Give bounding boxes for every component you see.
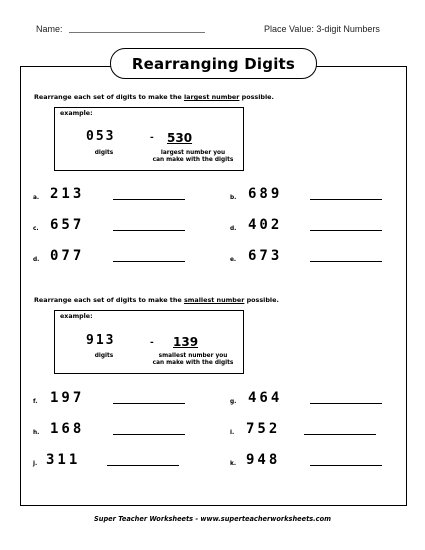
problem-letter: i. (230, 430, 235, 436)
problem-digits: 657 (50, 217, 85, 233)
answer-line[interactable] (310, 199, 382, 200)
answer-caption-line2: can make with the digits (152, 360, 234, 366)
answer-line[interactable] (113, 261, 185, 262)
instruction-text-end: possible. (239, 93, 274, 101)
answer-line[interactable] (113, 434, 185, 435)
answer-line[interactable] (113, 230, 185, 231)
problem-letter: j. (33, 461, 38, 467)
answer-line[interactable] (310, 465, 382, 466)
problem-letter: f. (33, 399, 38, 405)
problem-letter: e. (230, 257, 237, 263)
title-banner (110, 48, 317, 79)
topic-label: Place Value: 3-digit Numbers (264, 24, 380, 34)
problem-letter: d. (33, 257, 40, 263)
example-digits-caption: digits (94, 150, 114, 156)
problem-digits: 077 (50, 248, 85, 264)
problem-letter: d. (230, 226, 237, 232)
problem-letter: h. (33, 430, 40, 436)
problem-digits: 402 (248, 217, 283, 233)
footer-credit: Super Teacher Worksheets - www.superteacherworksheets.com (94, 515, 331, 523)
page-title: Rearranging Digits (131, 54, 296, 73)
problem-digits: 464 (248, 390, 283, 406)
example-label: example: (60, 110, 93, 117)
problem-digits: 197 (50, 390, 85, 406)
problem-digits: 752 (246, 421, 281, 437)
problem-letter: b. (230, 195, 237, 201)
answer-line[interactable] (304, 434, 376, 435)
instruction-smallest (34, 296, 279, 304)
example-label: example: (60, 313, 93, 320)
problem-letter: k. (230, 461, 237, 467)
answer-line[interactable] (113, 403, 185, 404)
example-answer: 139 (173, 335, 199, 349)
answer-caption-line1: largest number you (160, 150, 226, 156)
problem-digits: 689 (248, 186, 283, 202)
problem-digits: 213 (50, 186, 85, 202)
example-dash: - (150, 338, 154, 348)
instruction-text-end: possible. (244, 296, 279, 304)
instruction-keyword: largest number (183, 93, 240, 101)
answer-caption-line1: smallest number you (158, 353, 228, 359)
instruction-largest (34, 93, 274, 101)
problem-letter: a. (33, 195, 40, 201)
instruction-keyword: smallest number (183, 296, 245, 304)
example-digits-caption: digits (94, 353, 114, 359)
problem-digits: 168 (50, 421, 85, 437)
answer-line[interactable] (310, 230, 382, 231)
name-field[interactable] (69, 32, 205, 33)
problem-letter: g. (230, 399, 237, 405)
answer-line[interactable] (113, 199, 185, 200)
example-answer-caption (142, 353, 244, 367)
answer-line[interactable] (310, 261, 382, 262)
problem-digits: 948 (246, 452, 281, 468)
example-dash: - (150, 133, 154, 143)
example-digits: 913 (86, 333, 116, 348)
example-answer: 530 (167, 131, 193, 145)
instruction-text: Rearrange each set of digits to make the (34, 296, 184, 304)
example-digits: 053 (86, 129, 116, 144)
answer-line[interactable] (310, 403, 382, 404)
example-answer-caption (142, 150, 244, 164)
problem-digits: 673 (248, 248, 283, 264)
instruction-text: Rearrange each set of digits to make the (34, 93, 184, 101)
problem-letter: c. (33, 226, 39, 232)
name-label: Name: (36, 24, 63, 34)
answer-line[interactable] (107, 465, 179, 466)
answer-caption-line2: can make with the digits (152, 157, 234, 163)
problem-digits: 311 (46, 452, 81, 468)
